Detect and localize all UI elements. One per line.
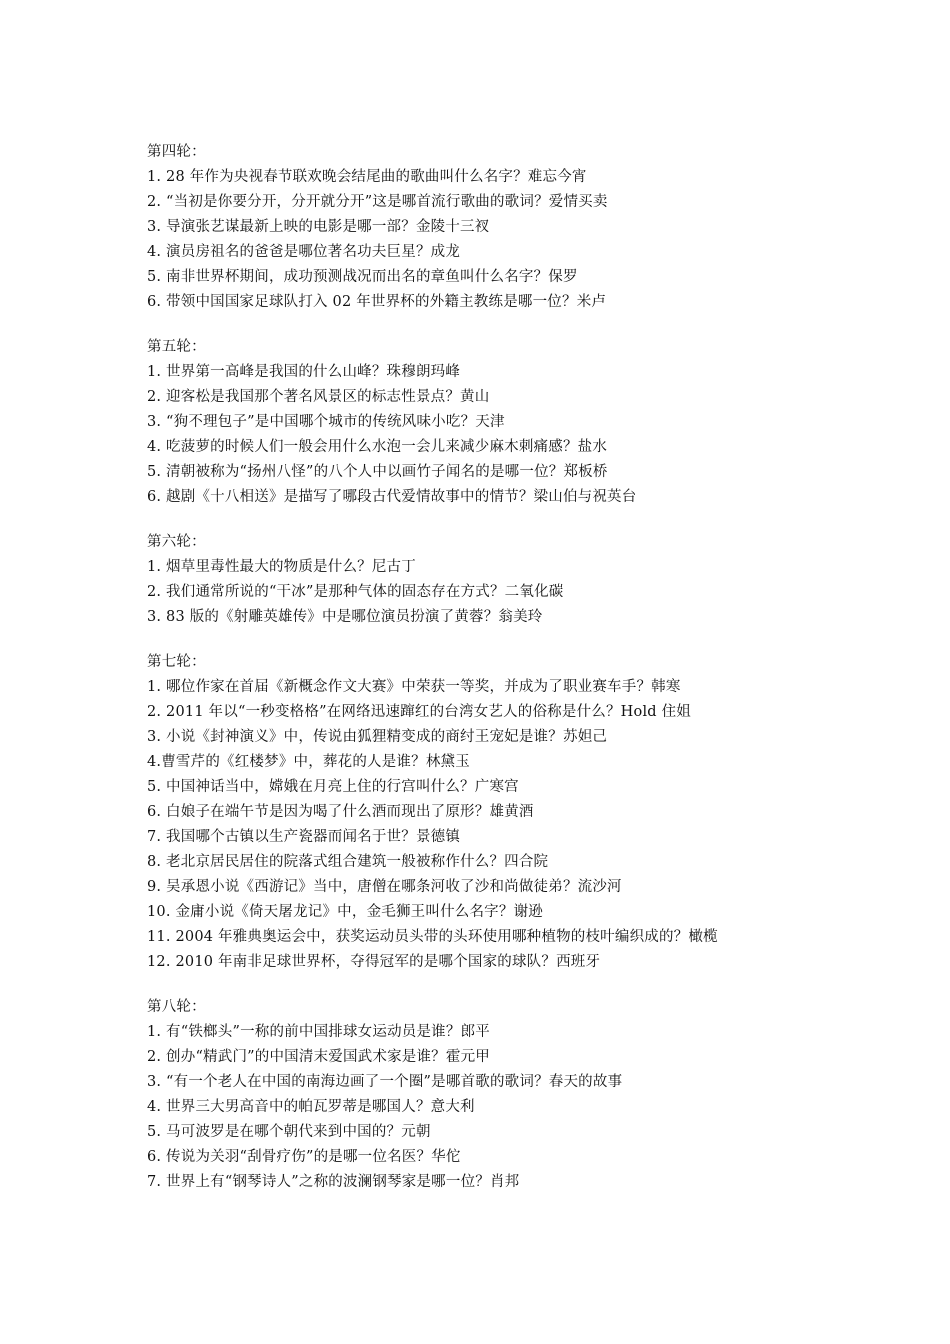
question-line: 2. 我们通常所说的“干冰”是那种气体的固态存在方式？二氧化碳 bbox=[147, 584, 564, 600]
question-line: 2. “当初是你要分开，分开就分开”这是哪首流行歌曲的歌词？爱情买卖 bbox=[147, 194, 608, 210]
section-round-4 bbox=[147, 140, 937, 315]
question-line: 3. “有一个老人在中国的南海边画了一个圈”是哪首歌的歌词？春天的故事 bbox=[147, 1074, 623, 1090]
document-body bbox=[147, 140, 937, 1215]
question-line: 3. 83 版的《射雕英雄传》中是哪位演员扮演了黄蓉？翁美玲 bbox=[147, 609, 543, 625]
question-line: 1. 哪位作家在首届《新概念作文大赛》中荣获一等奖，并成为了职业赛车手？韩寒 bbox=[147, 679, 681, 695]
question-line: 12. 2010 年南非足球世界杯，夺得冠军的是哪个国家的球队？西班牙 bbox=[147, 954, 601, 970]
question-line: 5. 清朝被称为“扬州八怪”的八个人中以画竹子闻名的是哪一位？郑板桥 bbox=[147, 464, 608, 480]
question-line: 1. 世界第一高峰是我国的什么山峰？珠穆朗玛峰 bbox=[147, 364, 461, 380]
question-line: 7. 世界上有“钢琴诗人”之称的波澜钢琴家是哪一位？肖邦 bbox=[147, 1174, 520, 1190]
question-line: 6. 白娘子在端午节是因为喝了什么酒而现出了原形？雄黄酒 bbox=[147, 804, 534, 820]
question-line: 7. 我国哪个古镇以生产瓷器而闻名于世？景德镇 bbox=[147, 829, 461, 845]
question-line: 2. 迎客松是我国那个著名风景区的标志性景点？黄山 bbox=[147, 389, 490, 405]
question-line: 5. 马可波罗是在哪个朝代来到中国的？元朝 bbox=[147, 1124, 431, 1140]
question-line: 3. 导演张艺谋最新上映的电影是哪一部？金陵十三衩 bbox=[147, 219, 490, 235]
question-line: 4. 演员房祖名的爸爸是哪位著名功夫巨星？成龙 bbox=[147, 244, 461, 260]
question-line: 6. 越剧《十八相送》是描写了哪段古代爱情故事中的情节？梁山伯与祝英台 bbox=[147, 489, 637, 505]
section-round-6 bbox=[147, 530, 937, 630]
section-round-5 bbox=[147, 335, 937, 510]
question-line: 1. 有“铁榔头”一称的前中国排球女运动员是谁？郎平 bbox=[147, 1024, 490, 1040]
question-line: 2. 创办“精武门”的中国清末爱国武术家是谁？霍元甲 bbox=[147, 1049, 490, 1065]
section-round-8 bbox=[147, 995, 937, 1195]
question-line: 1. 28 年作为央视春节联欢晚会结尾曲的歌曲叫什么名字？难忘今宵 bbox=[147, 169, 587, 185]
question-line: 3. 小说《封神演义》中，传说由狐狸精变成的商纣王宠妃是谁？苏妲己 bbox=[147, 729, 608, 745]
question-line: 5. 南非世界杯期间，成功预测战况而出名的章鱼叫什么名字？保罗 bbox=[147, 269, 578, 285]
question-line: 2. 2011 年以“一秒变格格”在网络迅速蹿红的台湾女艺人的俗称是什么？Hold 住姐 bbox=[147, 704, 691, 720]
question-line: 11. 2004 年雅典奥运会中，获奖运动员头带的头环使用哪种植物的枝叶编织成的？橄榄 bbox=[147, 929, 718, 945]
question-line: 4. 吃菠萝的时候人们一般会用什么水泡一会儿来减少麻木刺痛感？盐水 bbox=[147, 439, 608, 455]
question-line: 9. 吴承恩小说《西游记》当中，唐僧在哪条河收了沙和尚做徒弟？流沙河 bbox=[147, 879, 622, 895]
question-line: 6. 带领中国国家足球队打入 02 年世界杯的外籍主教练是哪一位？米卢 bbox=[147, 294, 607, 310]
question-line: 4.曹雪芹的《红楼梦》中，葬花的人是谁？林黛玉 bbox=[147, 754, 470, 770]
section-heading: 第七轮： bbox=[147, 654, 206, 670]
question-line: 3. “狗不理包子”是中国哪个城市的传统风味小吃？天津 bbox=[147, 414, 505, 430]
section-heading: 第五轮： bbox=[147, 339, 206, 355]
question-line: 4. 世界三大男高音中的帕瓦罗蒂是哪国人？意大利 bbox=[147, 1099, 475, 1115]
section-heading: 第六轮： bbox=[147, 534, 206, 550]
question-line: 10. 金庸小说《倚天屠龙记》中，金毛狮王叫什么名字？谢逊 bbox=[147, 904, 543, 920]
question-line: 5. 中国神话当中，嫦娥在月亮上住的行宫叫什么？广寒宫 bbox=[147, 779, 519, 795]
question-line: 6. 传说为关羽“刮骨疗伤”的是哪一位名医？华佗 bbox=[147, 1149, 461, 1165]
question-line: 1. 烟草里毒性最大的物质是什么？尼古丁 bbox=[147, 559, 416, 575]
section-heading: 第四轮： bbox=[147, 144, 206, 160]
question-line: 8. 老北京居民居住的院落式组合建筑一般被称作什么？四合院 bbox=[147, 854, 549, 870]
section-heading: 第八轮： bbox=[147, 999, 206, 1015]
section-round-7 bbox=[147, 650, 937, 975]
